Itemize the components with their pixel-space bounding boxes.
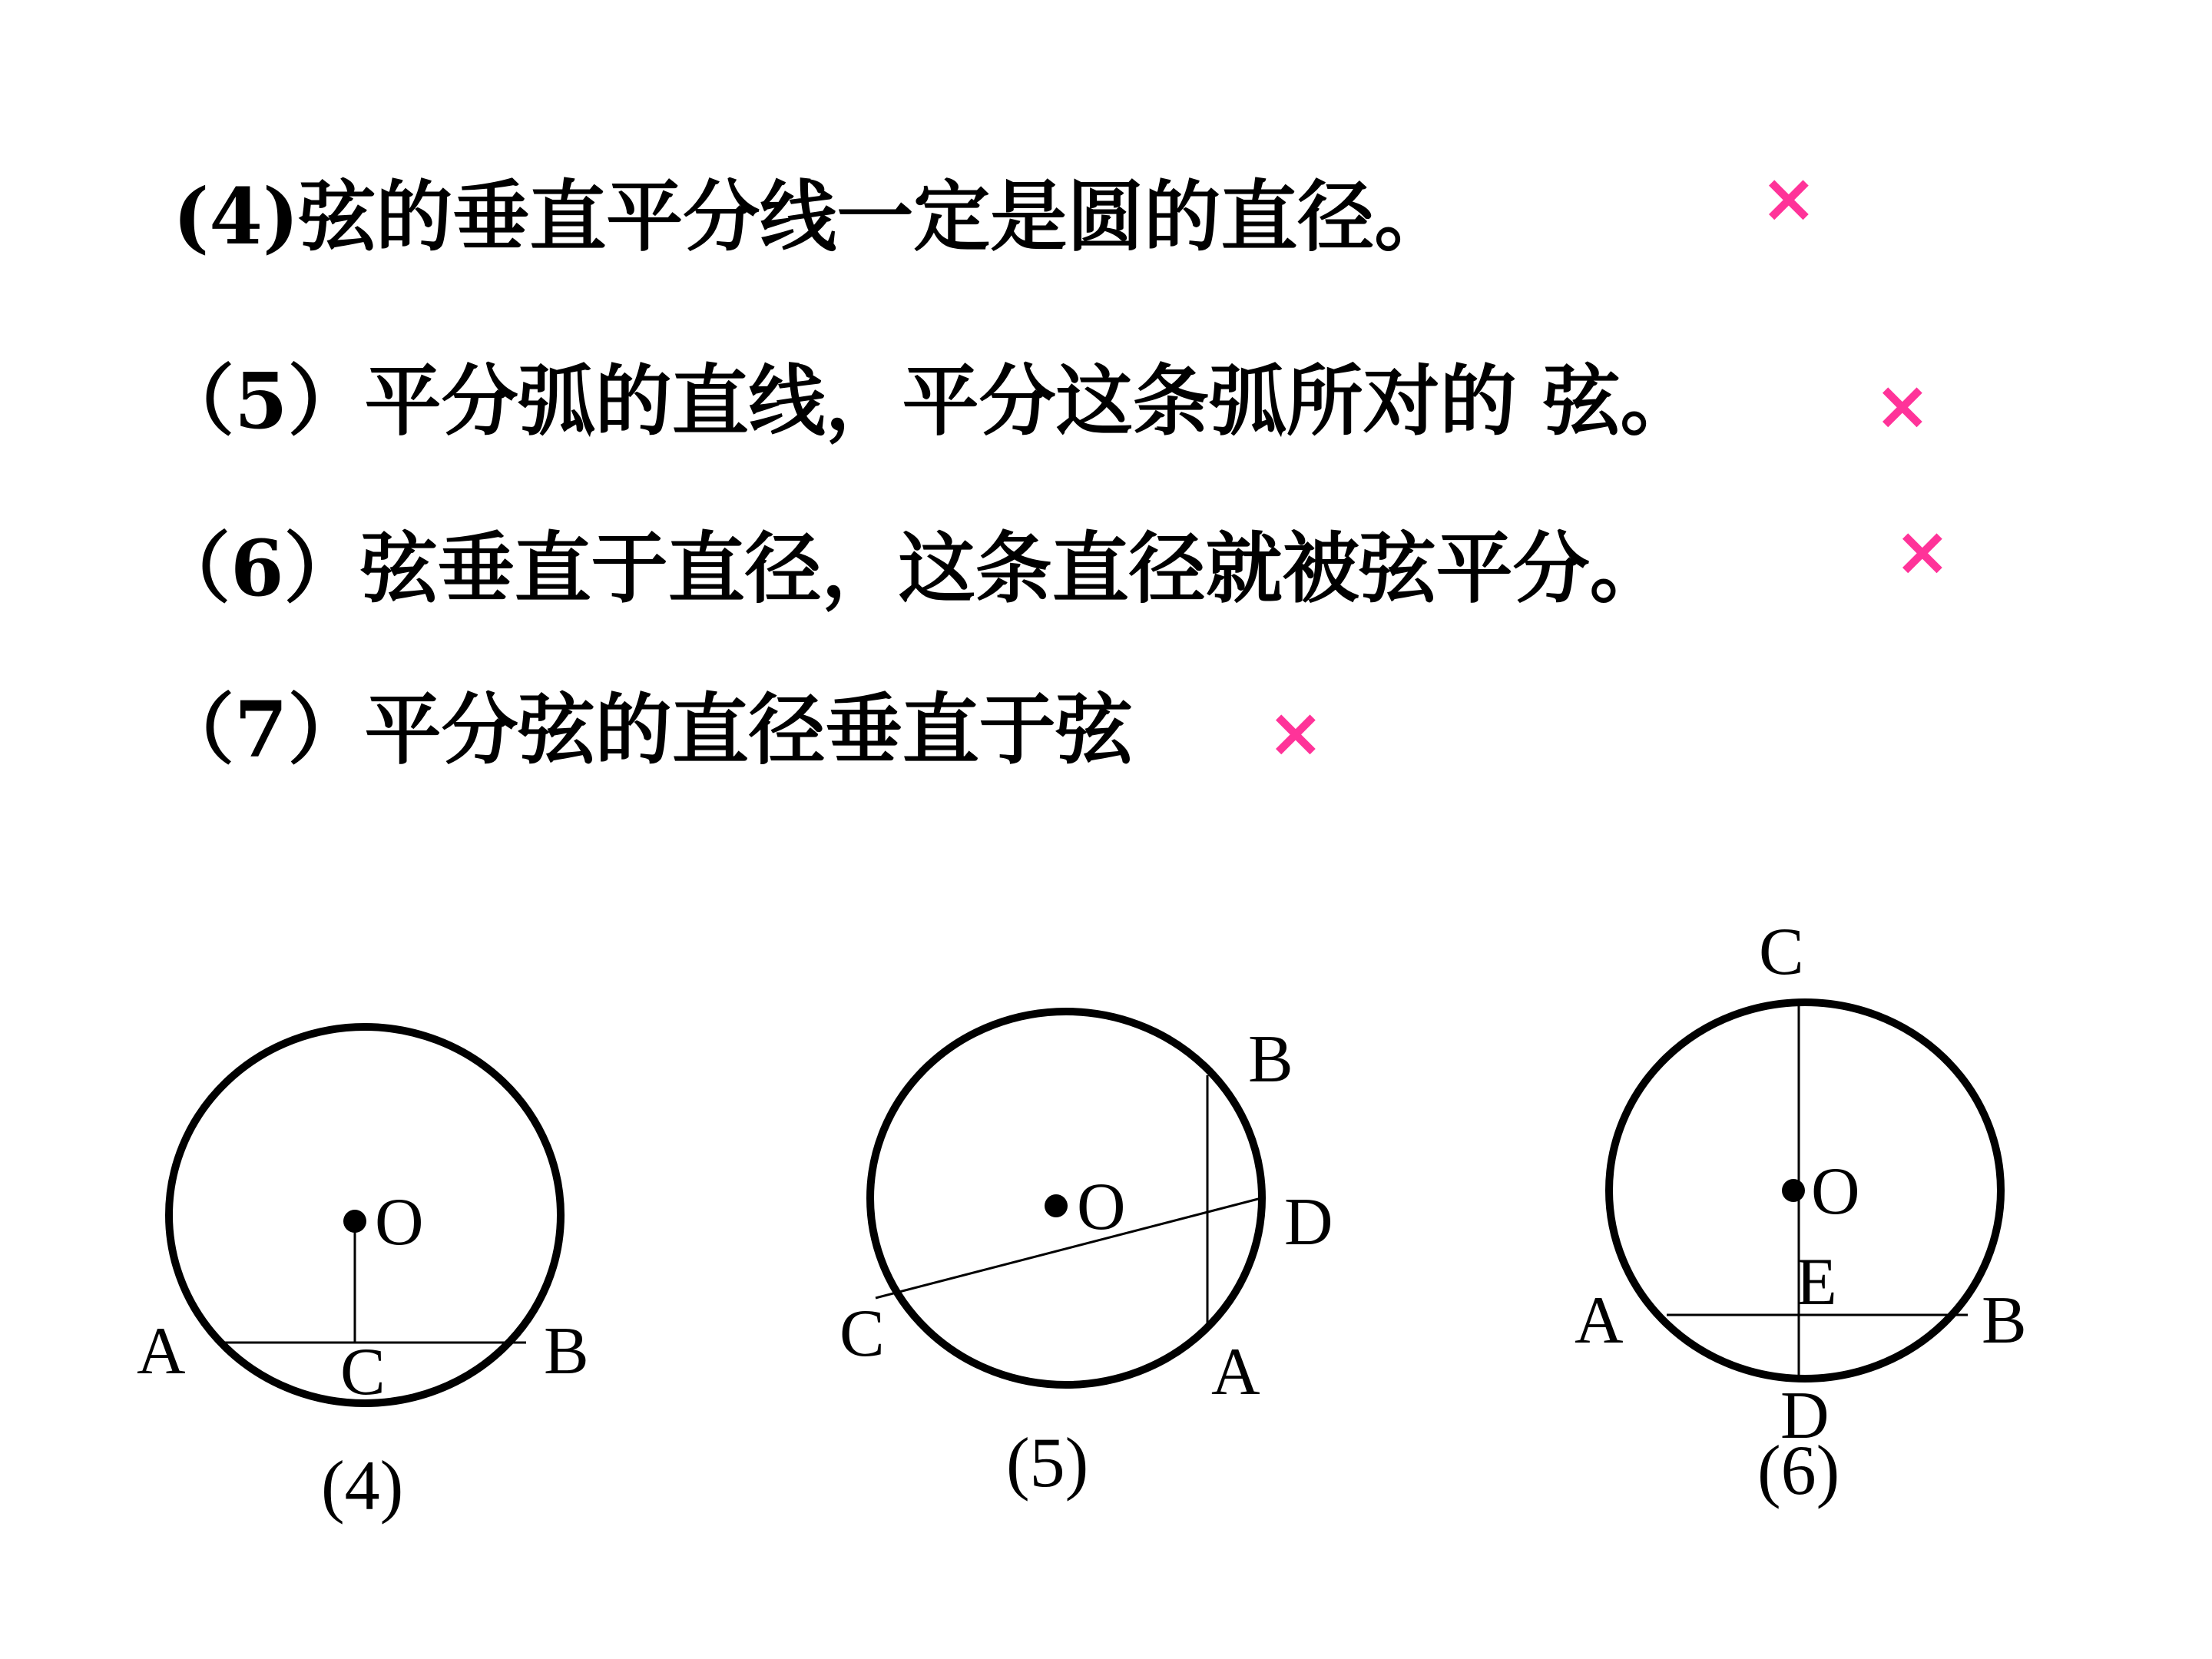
caption-5: (5) [1006,1423,1089,1502]
label-d-5: D [1284,1185,1333,1260]
label-b-6: B [1982,1283,2027,1358]
label-o-4: O [375,1185,424,1260]
statement-6: （6）弦垂直于直径，这条直径就被弦平分。 [154,523,1667,614]
cross-mark-7: × [1267,693,1324,772]
cross-mark-5: × [1874,366,1931,445]
figure-6 [1575,915,2027,1509]
label-o-5: O [1077,1170,1126,1244]
label-o-6: O [1811,1154,1860,1229]
figure-5 [839,1012,1333,1502]
center-dot-6 [1782,1179,1805,1202]
label-b-5: B [1248,1022,1293,1097]
label-a-6: A [1575,1283,1624,1358]
statement-7: （7）平分弦的直径垂直于弦 [157,684,1133,775]
cross-mark-6: × [1894,512,1951,591]
label-c-6: C [1759,915,1804,989]
caption-4: (4) [321,1446,404,1525]
label-a-4: A [137,1314,186,1389]
figure-4 [137,1027,589,1525]
label-d-6: D [1780,1379,1830,1453]
circle-5 [870,1012,1262,1385]
label-e-6: E [1796,1245,1837,1320]
statement-5: （5）平分弧的直线，平分这条弧所对的 弦。 [157,356,1697,446]
label-a-5: A [1211,1335,1260,1409]
line-cd-5 [876,1198,1261,1298]
label-c-4: C [340,1335,386,1409]
label-b-4: B [544,1314,589,1389]
center-dot-5 [1045,1194,1068,1217]
cross-mark-4: × [1760,158,1817,237]
center-dot-4 [343,1210,366,1233]
statement-4: (4)弦的垂直平分线一定是圆的直径。 [173,171,1452,262]
label-c-5: C [839,1296,885,1371]
caption-6: (6) [1757,1431,1840,1509]
